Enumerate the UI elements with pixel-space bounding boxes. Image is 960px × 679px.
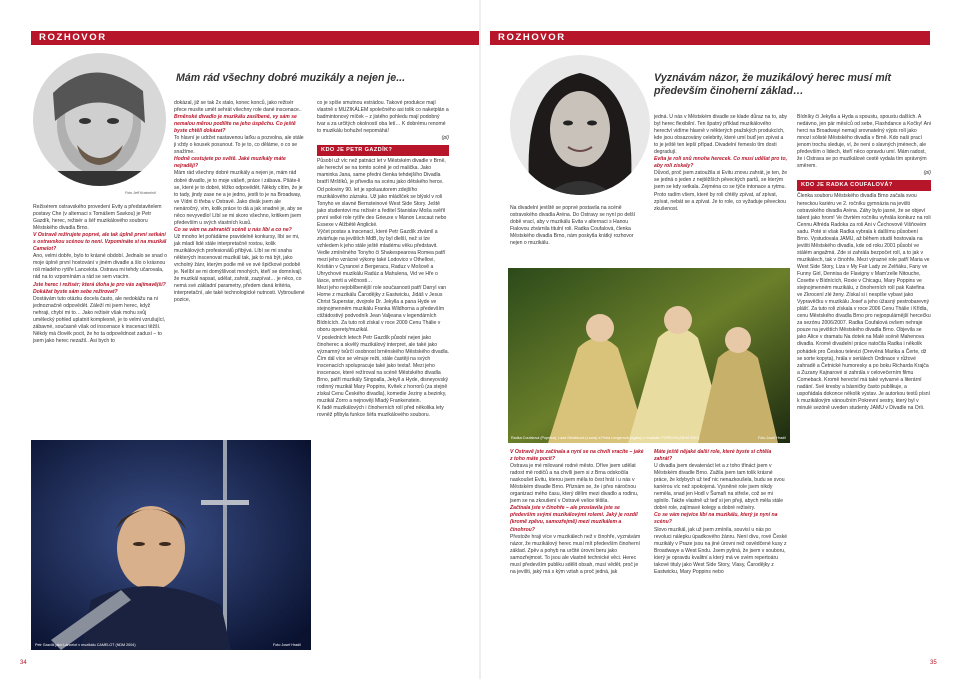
right-col-bottom-2 <box>654 449 788 576</box>
bio-box-heading: KDO JE PETR GAZDÍK? <box>317 145 449 156</box>
question: V Ostravě jste začínala a nyní se na chvíli vracíte – jaké z toho máte pocit? <box>510 449 644 463</box>
section-bar-right <box>490 31 930 45</box>
page-number-left: 34 <box>20 660 27 666</box>
answer: Bídníky či Jekylla a Hyda a spoustu, spoustu dalších. A nedávno, jen pár měsíců od sebe, Flashdance a Kočky! Ani herci na Broadwayi nemají srovnatelný výpis rolí jako mnozí sólisté Městského divadla v Brně. Kdo naši prací jenom trochu sleduje, ví, že není o slavných jménech, ale především o lidech, kteří něco opravdu umí. Mám radost, že i Ostrava se po muzikálové cestě vydala tím správným směrem. <box>797 114 931 170</box>
page-number-right: 35 <box>930 660 937 666</box>
bio-text: Mezi jeho nejoblíbenější role současnosti patří Darryl van Horne z muzikálu Čarodějky z Eastwicku, Jidáš v Jesus Christ Superstar, dvojrole Dr. Jekylla a pana Hyde ve stejnojmenném muzikálu Franka Wildhorna a především ctižádostivý podvodník Jean Valjeana v legendárních Bídnících. Za tuto roli získal v roce 2009 Cenu Thálie v oboru operety/muzikál. <box>317 285 447 334</box>
photo-caption: Petr Gazdík jako Lancelot v muzikálu CAMELOT (NDM 2004) <box>35 643 136 647</box>
bio-text: V posledních letech Petr Gazdík působí nejen jako činoherec a skvělý muzikálový interpret, ale také jako významný tvůrčí osobnost brněnského Městského divadla. Čím dál více se věnuje režii, stále častěji na svých inscenacích spolupracuje také jako textař. Mezi jeho inscenace, které režíroval na scéně Městského divadla Brno, patří muzikály Singoalla, Jekyll a Hyde, disneyovský rodinný muzikál Mary Poppins, Kvítek z horrorů (za stejně získal Cenu Českého divadla), komedie Jeziny a bezinky, muzikál Zorro a nejnověji Mladý Frankenstein. <box>317 334 449 404</box>
bio-text: Členka souboru Městského divadla Brno začala svou hereckou kariéru ve 2. ročníku gymnázia na jevišti ostravského divadla Aréna. Záhy bylo jasné, že se objeví talent jako hrom! Ve čtvrtém ročníku vyhrála konkurz na roli Cennu Alfréda Radoka za roli Ani v Čechovově Višňovém sadu. Poté si však Radka vybrala k dalšímu působení Brno. Vystudovala JAMU, až během studií hostovala na jevišti Městského divadla, kde od roku 2001 působí ve stálém angažmá. Zde si zahrála bezpočet rolí, a to jak v muzikálech, tak v činohře. Mezi výrazné role patří Maria ve West Side Story, Liza v My Fair Lady ze Zelňáku, Fany ve Funny Girl, Dennisa de Flavigny v Mam'zelle Nitouche, Cosette v Bídnících, Roxie v Chicagu, Mary Poppins ve stejnojmenném muzikálu, z činoherních rolí pak Katefina ve Zkrocení zlé ženy. Získal si i nespíše vybavi jako Vypravěčku v muzikálu Josef a jeho úžasný pestrobarevný plášť. Za tuto roli získala v roce 2006 Cenu Thálie i Křídla, cenu Městského divadla Brno pro nejpopulárnější hercečku za sezónu 2006/2007. Radka Coufalová ovšem nehraje pouze na jevištích Městského divadla Brno. Objevila se jako Alice v dramatu Na dotek na Malé scéně Mahenova divadla. Kromě divadelní práce natočila Radka i několik pohádek pro Českou televizi (Drevěná Marika a Čerte, dž se sorte kopyta), hrála v seriálech Ordinace v růžové zahradě a Četnické humoresky a po boku Richarda Krajča a Zuzany Kajnarové si zahrála v celovečerním filmu Comeback. Kromě herectví má také vytvarné a literární nadání. Své kresby a básničky často publikuje, a uspořádala dokonce několik výstav. Je autorkou textů písní k muzikálovým vánoučním Pokrevní sestry, který byl v minulé sezóně uveden studenty JAMU v Divadle na Orli. <box>797 193 931 411</box>
section-bar-left <box>31 31 480 45</box>
question: V Ostravě režírujete poprvé, ale tak úplně první setkání s ostravskou scénou to není. Vzpomínáte si na muzikál Camelot? <box>33 232 167 253</box>
page-fold <box>479 0 481 679</box>
photo-popelka <box>508 268 790 443</box>
right-page <box>480 0 960 679</box>
answer: Mám rád všechny dobré muzikály a nejen je, mám rád dobré divadlo, je to moje vášeň, práce i zábava. Pšáte-li se, které je to dobré, těžko odpovědět. Někdy cítím, že je to tady, jindy zase ne a je jedno, jestli to je na Broadway, ve Vídni či třeba v Ostravě. Jako divák jsem ale nenáročný, vím, kolik práce to dá a jak snadné je, aby se něco nevyvedlo! Líbí se mi skoro všechno, kritikem jsem především u svých vlastních kusů. <box>174 170 303 226</box>
question: Brněnské divadlo je muzikálu zaslíbené, vy sám se nemalou měrou podílíte na jeho úspěchu. Co ještě byste chtěli dokázat? <box>174 114 297 135</box>
portrait-radka-coufalova <box>510 55 650 195</box>
right-col-bottom-1 <box>510 449 644 576</box>
intro-text: Na divadelní jeviště se poprvé postavila na scéně ostravského divadla Aréna. Do Ostravy se nyní po delší době vrací, aby v muzikálu Evita v alternaci s Hanou Fialovou ztvárnila titulní roli. Radka Coufalová, členka Městského divadla Brno, nám poskytla krátký rozhovor nejen o muzikálu. <box>510 205 636 247</box>
answer: Už mnoho let pořádáme pravidelně konkursy, líbí se mi, jak mladí lidé stále interpretačně rostou, kolik muzikálových profesionálů přibývá. Líbí se mi snaha některých inscenovat muzikál tak, jak to má být, jako vrcholný žánr, kterým podle mě ve své špičkové podobě je. Nelíbí se mi domýšlivost mnohých, kteří se domnívají, že muzikál napsat, udělat, zahrát, zazpívat… je něco, co nemá své základní parametry, předem daná kritéria, interpretační, ale také technologické nutnosti. Vybroušené pozice, <box>174 233 305 304</box>
question: Začínala jste v činohře – ale proslavila jste se především svými muzikálovými rolemi. Jaký je rozdíl (kromě zpěvu, samozřejmě) mezi muzikálem a činohrou? <box>510 505 638 533</box>
answer: co je spíše smutnou estrádou. Takové produkce mají vlastně s MUZIKÁLEM společného asi tolik co naketplán a badmintonový míček – z jistého pohledu mají podobný tvar a za určitých okolností oba letí… K dobrému renomé to muzikálu bohužel nepomáhá! <box>317 100 449 135</box>
answer: jedná. U nás v Městském divadle se klade důraz na to, aby byl herec flexibilní. Ten špatný příklad muzikálového herectví vidíme hlavně v některých pražských produkcích, kde jsou obsazovány celebrity, které umí buď jen zpívat a to je ještě ten lepší případ. Divadelní řemeslo tím dosti degradují. <box>654 114 788 156</box>
section-label: ROZHOVOR <box>498 32 566 43</box>
signoff: (pl) <box>441 135 449 142</box>
headline-right <box>654 72 954 98</box>
answer: Dostávám tuto otázku docela často, ale nedokážu na ni jednoznačně odpovědět. Záleží mi jsem herec, když nehraji, chybí mi to… Jako režisér však mohu svůj umělecký pohled uplatnit komplexně, je to velmi vzrušující, zábavné, současně však od inscenace k inscenaci těžší. Někdy má člověk pocit, že ho ta odpovědnost zadusí – to jsem jako herec nezažil.. Asi bych to <box>33 295 166 344</box>
answer: Ostrava je mé milované rodné město. Dříve jsem udělat radost mě rodičů a na chvíli jsem si z Brna odskočila naskoušet Evitu, kterou jsem měla to čest hrát i u nás v Městském divadle Brno. Přiznám se, že i přes náročnou organizaci mého času, který dělím mezi divadlo a rodinu, jsem se na zkoušení v Ostravě velice těšila. <box>510 463 639 505</box>
photo-camelot <box>31 440 311 650</box>
left-col-3 <box>317 100 449 419</box>
question: Co se vám na zahraničí scéně u nás líbí a co ne? <box>174 226 292 233</box>
bio-text: Působí už víc než patnáct let v Městském divadle v Brně, ale herectví se na tomto scéně je od malička. Jako maminka Jana, same předni členka tehdejšího Divadla bratří Mrštíků, je přivedla na scénu jako dětského herce. Od poloviny 90. let je spoluautorem zdejšího muzikálového zázraku. Už jako mládíček se blýskl v roli Tonyho ve slavné Bernsteinové West Side Story. Ještě jako studentovi mu režisér a ředitel Stanislav Moša svěřil první velké role rytíře des Grieuxe v Manon Lescaut nebo Essexe v Alžbětě Anglické. <box>317 158 447 228</box>
question: Evita je roli snů mnoha herecek. Co musí udělat pro to, aby roli získaly? <box>654 156 788 170</box>
answer: To hlavní je udržet nastavenou laťku a pozvolna, ale stále ji vždy o kousek posunout. To je to, co děláme, o co se snažíme. <box>174 135 304 156</box>
question: Co se vám nejvíce líbí na muzikálu, který je nyní na scénu? <box>654 512 778 526</box>
headline-left: Mám rád všechny dobré muzikály a nejen je... <box>176 72 406 84</box>
bio-text: K řadě muzikálových i činoherních rolí před několika lety rovněž přibyla funkce šéfa muzikálového souboru. <box>317 404 444 419</box>
left-col-2 <box>174 100 306 304</box>
question: Máte ještě nějaké další role, které byste si chtěla zahrát? <box>654 449 772 463</box>
headline-line-1: Vyznávám názor, že muzikálový herec musí mít <box>654 72 892 84</box>
answer: Důvod, proč jsem zatoužila si Evitu znovu zahrát, je ten, že se jedná o jeden z nejtěžších pěveckých partů, se kterým jsem se kdy setkala. Zejména co se týče intonace a rytmu. Proto radím všem, které by roli chtěly zpívat, ať zpívat, zpívat, nebát se a zpívat. Je to role, co vyžaduje pěveckou zkušenost. <box>654 170 788 212</box>
answer: dokázal, již se tak 2x stalo, konec konců, jako režisér přece musíte umět sehrát všechny role dané inscenace.. <box>174 100 302 114</box>
section-label: ROZHOVOR <box>39 32 107 43</box>
answer: Ano, velmi dobře, bylo to krásné období. Jednalo se snad o moje úplně první hostování v jiném divadle a šlo o krásnou roli mladého rytíře Lancelota. Ostrava mi tehdy učarovala, rád na to vzpomínám a rád se sem vracím. <box>33 253 167 281</box>
answer: Slovo muzikál, jak už jsem zmínila, souvisí u nás po revoluci nálepku úpadkového žánru. Není divu, rové České muzikály v Praze jsou na jiné úrovni než osvědčené kusy z Broadwaye a West Endu. Jsem pyšná, že jsem v souboru, který je opravdu kvalitní a který má ve svém repertoáru takové tituly jako West Side Story, Vlasy, Čarodějky z Eastwicku, Mary Poppins nebo <box>654 526 788 575</box>
right-col-1 <box>510 205 645 247</box>
headline-line-2: především činoherní základ… <box>654 85 804 97</box>
signoff: (pl) <box>923 170 931 177</box>
photo-caption: Radka Coufalová (Popelka), Lada Bělašková (Laura) a Petra Lengerová (Agáta) v muzikálu POPELKA (NDM 2001) <box>511 436 700 440</box>
intro-text: Režisérem ostravského provedení Evity a představitelem postavy Che (v alternaci s Tomášem Savkou) je Petr Gazdík, herec, režisér a šéf muzikálového souboru Městského divadla Brno. <box>33 204 162 232</box>
portrait-petr-gazdik <box>33 53 166 186</box>
bio-text: Výčet postav a inscenací, které Petr Gazdík ztvárnil a ztvárňuje na jevištích MdB, by byl dlelší, než si lze vzhledem k jeho stále ještě mladému věku představit. Vedle zmíněného Tonyho či Shakespearova Romea patří mezi jeho vzrácné výkony také Lodovico v Othellovi, Kristián v Cyranovi z Bergeracu, Raduz v Mošově a Uhrychové muzikálu Radúz a Mahulena, Vid ve Hře o lásce, smrti a věčnosti… <box>317 228 446 285</box>
question: Jste herec i režisér; která úloha je pro vás zajímavější? Dokážat byste sám sebe režírovat? <box>33 281 166 295</box>
answer: U divadla jsem devatenáct let a z toho třináct jsem v Městském divadle Brno. Zažila jsem tam tolik krásné práce, že kdybych už teď nic nenazkoušela, budu se svou kariérou víc než spokojená. Vysněné role jsem nikdy neměla, snad jen Hodl v Šumaři na střeše, což se mi splnilo. Takže vlastně už teď si jen přeji, abych měla stále dobré role, zajímavé kolegy a dobré režiséry. <box>654 463 785 512</box>
right-col-2 <box>654 114 788 213</box>
answer: Přestože hraji více v muzikálech než v činohře, vyznávám názor, že muzikálový herec musí mít především činoherní základ. Zpěv a pohyb na určité úrovni beru jako samozřejmost. To jsou ale vlastně technické věci. Herec musí především publiku sdělit obsah, musí vědět, proč je na jevišti, jaký má s kým vztah a proč jedná, jak <box>510 533 641 575</box>
right-col-3 <box>797 114 931 412</box>
photo-credit: Foto Josef Hradil <box>273 643 301 647</box>
photo-credit: Foto Josef Hradil <box>758 436 786 440</box>
left-col-1 <box>33 204 167 345</box>
bio-box-heading: KDO JE RADKA COUFALOVÁ? <box>797 180 931 191</box>
question: Hodně cestujete po světě. Jaké muzikály máte nejraději? <box>174 156 286 170</box>
portrait-credit: Foto Jeff Kratochvil <box>125 191 156 195</box>
